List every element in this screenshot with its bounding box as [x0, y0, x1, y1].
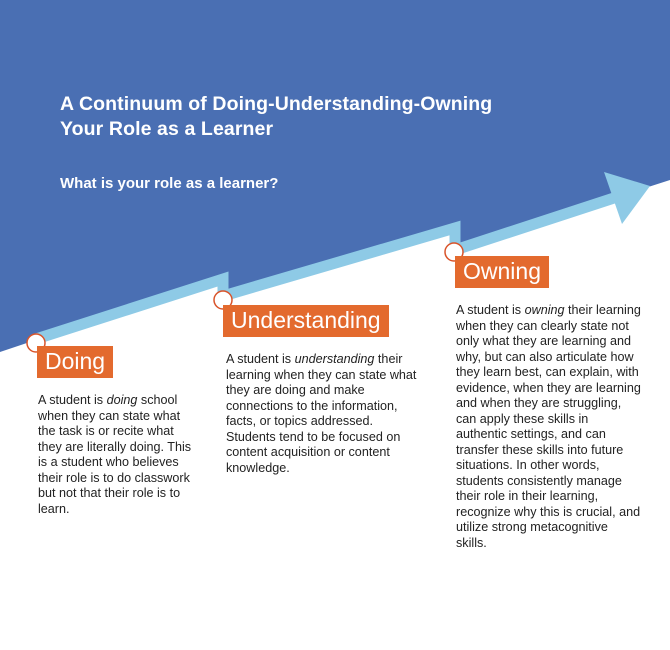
understanding-text-before: A student is	[226, 352, 295, 366]
understanding-text-emphasis: understanding	[294, 352, 375, 366]
doing-text-before: A student is	[38, 393, 107, 407]
doing-text-after: school when they can state what the task is or recite what they are literally doing. This is a student who believes their role is to do classwork but not that their role is to learn.	[38, 393, 192, 516]
owning-text-after: their learning when they can clearly state not only what they are learning and why, but can also articulate how they learn best, can explain, with evidence, when they are learning and when they are struggling, can apply these skills in authentic settings, and can transfer these skills into future situations. In other words, students consistently manage their role in their learning, recognize why this is crucial, and utilize strong metacognitive skills.	[456, 303, 641, 550]
page-title	[60, 92, 492, 142]
title-line-2: Your Role as a Learner	[60, 118, 274, 140]
doing-label: Doing	[37, 346, 113, 378]
owning-text-before: A student is	[456, 303, 525, 317]
understanding-text-after: their learning when they can state what they are doing and make connections to the information, facts, or topics addressed. Students tend to be focused on content acquisition or content knowledge.	[226, 352, 417, 475]
understanding-label: Understanding	[223, 305, 389, 337]
understanding-description	[226, 352, 422, 476]
owning-text-emphasis: owning	[524, 303, 565, 317]
page-subtitle: What is your role as a learner?	[60, 175, 279, 192]
doing-description	[38, 393, 200, 517]
title-line-1: A Continuum of Doing-Understanding-Owning	[60, 93, 493, 115]
doing-text-emphasis: doing	[106, 393, 138, 407]
owning-label: Owning	[455, 256, 549, 288]
owning-description	[456, 303, 642, 551]
